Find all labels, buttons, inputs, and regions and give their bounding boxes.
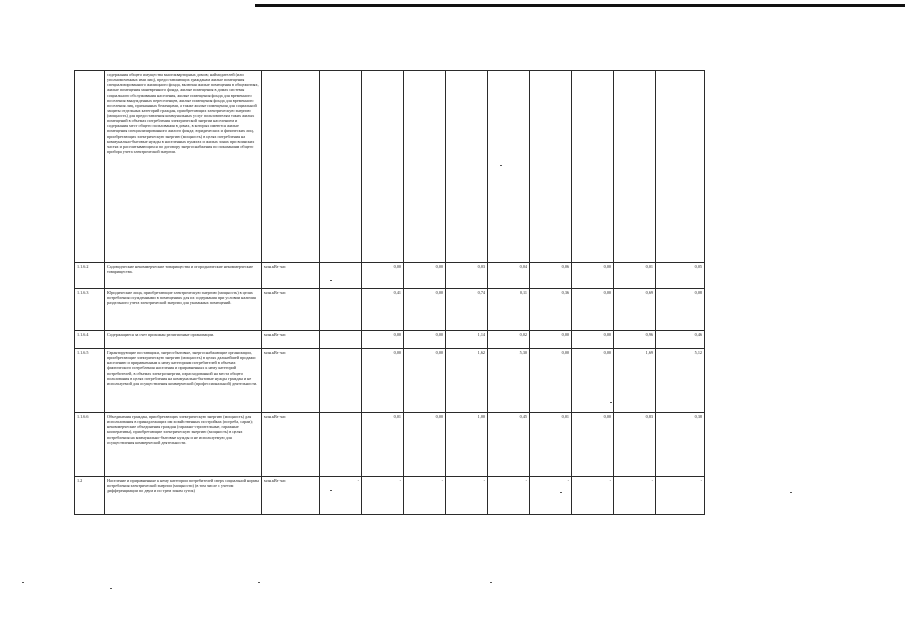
value-cell: 0,00: [404, 331, 446, 349]
value-cell: 1,00: [446, 413, 488, 477]
row-code: 1.1.6.3: [75, 289, 105, 331]
value-cell: -: [446, 477, 488, 515]
value-cell: 0,00: [362, 263, 404, 289]
row-unit: млн.кВт·час: [262, 349, 320, 413]
row-unit: млн.кВт·час: [262, 413, 320, 477]
value-cell: -: [614, 477, 656, 515]
scan-speck: [22, 582, 24, 583]
value-cell: -: [404, 477, 446, 515]
value-cell: 5,30: [488, 349, 530, 413]
scan-speck: [258, 582, 260, 583]
value-cell: 0,41: [362, 289, 404, 331]
top-border-line: [255, 4, 905, 7]
value-cell: 1,62: [446, 349, 488, 413]
value-cell: [320, 331, 362, 349]
value-cell: 0,36: [530, 289, 572, 331]
value-cell: 0,03: [446, 263, 488, 289]
value-cell: 0,08: [656, 289, 705, 331]
value-cell: 0,69: [614, 289, 656, 331]
table-row: [75, 331, 705, 349]
table-row: [75, 477, 705, 515]
scan-speck: [490, 582, 492, 583]
value-cell: 0,00: [572, 349, 614, 413]
value-cell: [320, 413, 362, 477]
table-row: [75, 263, 705, 289]
value-cell: 0,00: [404, 289, 446, 331]
row-unit: [262, 71, 320, 263]
value-cell: 0,96: [614, 331, 656, 349]
value-cell: [320, 349, 362, 413]
scan-speck: [330, 280, 332, 281]
row-description: Население и приравненные к нему категории потребителей сверх социальной нормы потребления электрической энергии (мощности) (в том числе с учетом дифференциации по двум и по трем зонам суток): [105, 477, 262, 515]
value-cell: 0,00: [362, 331, 404, 349]
value-cell: 0,01: [530, 413, 572, 477]
value-cell: 1,14: [446, 331, 488, 349]
row-description: Гарантирующие поставщики, энергосбытовые, энергоснабжающие организации, приобретающие электрическую энергию (мощность) в целях дальнейшей продажи населению и приравненным к нему категориям потребителей в объемах фактического потребления населения и приравненных к нему категорий потребителей, в объемах электроэнергии, израсходованной на места общего пользования в целях потребления на коммунально-бытовые нужды граждан и не используемой для осуществления коммерческой (профессиональной) деятельности.: [105, 349, 262, 413]
value-cell: -: [362, 477, 404, 515]
row-unit: млн.кВт·час: [262, 263, 320, 289]
row-unit: млн.кВт·час: [262, 289, 320, 331]
value-cell: [446, 71, 488, 263]
row-unit: млн.кВт·час: [262, 331, 320, 349]
value-cell: [614, 71, 656, 263]
row-code: 1.1.6.6: [75, 413, 105, 477]
value-cell: 0,46: [656, 331, 705, 349]
scan-speck: [790, 492, 792, 493]
value-cell: 0,00: [572, 413, 614, 477]
value-cell: [320, 71, 362, 263]
value-cell: 0,05: [656, 263, 705, 289]
value-cell: 0,02: [488, 331, 530, 349]
scan-speck: [500, 165, 502, 166]
row-code: 1.1.6.5: [75, 349, 105, 413]
value-cell: 0,01: [362, 413, 404, 477]
value-cell: -: [656, 477, 705, 515]
value-cell: [656, 71, 705, 263]
scan-speck: [110, 588, 112, 589]
value-cell: 0,04: [488, 263, 530, 289]
row-description: содержания общего имущества многоквартирных домов; наймодателей (или уполномоченных ими лиц), предоставляющих гражданам жилые помещения специализированного жилищного фонда, включая жилые помещения в общежитиях, жилые помещения маневренного фонда, жилые помещения в домах системы социального обслуживания населения, жилые помещения фонда для временного поселения вынужденных переселенцев, жилые помещения фонда для временного поселения лиц, признанных беженцами, а также жилые помещения для социальной защиты отдельных категорий граждан, приобретающих электрическую энергию (мощность) для предоставления коммунальных услуг пользователям таких жилых помещений в объемах потребления электрической энергии населением и содержания мест общего пользования в домах, в которых имеются жилые помещения специализированного жилого фонда; юридических и физических лиц, приобретающих электрическую энергию (мощность) в целях потребления на коммунально-бытовые нужды в населенных пунктах и жилых зонах при воинских частях и рассчитывающихся по договору энергоснабжения по показаниям общего прибора учета электрической энергии.: [105, 71, 262, 263]
scan-speck: [560, 492, 562, 493]
value-cell: 1,69: [614, 349, 656, 413]
scan-speck: [610, 402, 612, 403]
row-description: Садоводческие некоммерческие товарищества и огороднические некоммерческие товарищества.: [105, 263, 262, 289]
value-cell: [572, 71, 614, 263]
value-cell: 0,45: [488, 413, 530, 477]
value-cell: [320, 289, 362, 331]
value-cell: 0,00: [362, 349, 404, 413]
value-cell: [404, 71, 446, 263]
value-cell: 0,83: [614, 413, 656, 477]
value-cell: [530, 71, 572, 263]
row-unit: млн.кВт·час: [262, 477, 320, 515]
value-cell: 0,00: [530, 331, 572, 349]
row-code: 1.2: [75, 477, 105, 515]
value-cell: 0,06: [530, 263, 572, 289]
table-row: [75, 413, 705, 477]
tariff-table: [74, 70, 705, 515]
scan-speck: [330, 490, 332, 491]
value-cell: 0,74: [446, 289, 488, 331]
value-cell: -: [320, 477, 362, 515]
row-description: Юридические лица, приобретающие электрическую энергию (мощность) в целях потребления осужденными в помещениях для их содержания при условии наличия раздельного учета электрической энергии для указанных помещений.: [105, 289, 262, 331]
value-cell: 0,01: [614, 263, 656, 289]
table-row: [75, 71, 705, 263]
value-cell: -: [572, 477, 614, 515]
value-cell: [488, 71, 530, 263]
row-description: Содержащиеся за счет прихожан религиозные организации.: [105, 331, 262, 349]
value-cell: 5,12: [656, 349, 705, 413]
row-code: 1.1.6.4: [75, 331, 105, 349]
value-cell: 0,00: [530, 349, 572, 413]
value-cell: -: [530, 477, 572, 515]
row-code: 1.1.6.2: [75, 263, 105, 289]
row-code: [75, 71, 105, 263]
value-cell: 0,00: [404, 263, 446, 289]
value-cell: -: [488, 477, 530, 515]
value-cell: [320, 263, 362, 289]
table-row: [75, 289, 705, 331]
value-cell: 0,00: [404, 349, 446, 413]
row-description: Объединения граждан, приобретающих электрическую энергию (мощность) для использования в принадлежащих им хозяйственных постройках (погреба, сараи); некоммерческие объединения граждан (гаражно-строительные, гаражные кооперативы), приобретающие электрическую энергию (мощность) в целях потребления на коммунально-бытовые нужды и не используемую для осуществления коммерческой деятельности.: [105, 413, 262, 477]
value-cell: 0,00: [404, 413, 446, 477]
value-cell: 0,00: [572, 331, 614, 349]
value-cell: [362, 71, 404, 263]
value-cell: 0,11: [488, 289, 530, 331]
value-cell: 0,00: [572, 289, 614, 331]
value-cell: 0,00: [572, 263, 614, 289]
value-cell: 0,38: [656, 413, 705, 477]
